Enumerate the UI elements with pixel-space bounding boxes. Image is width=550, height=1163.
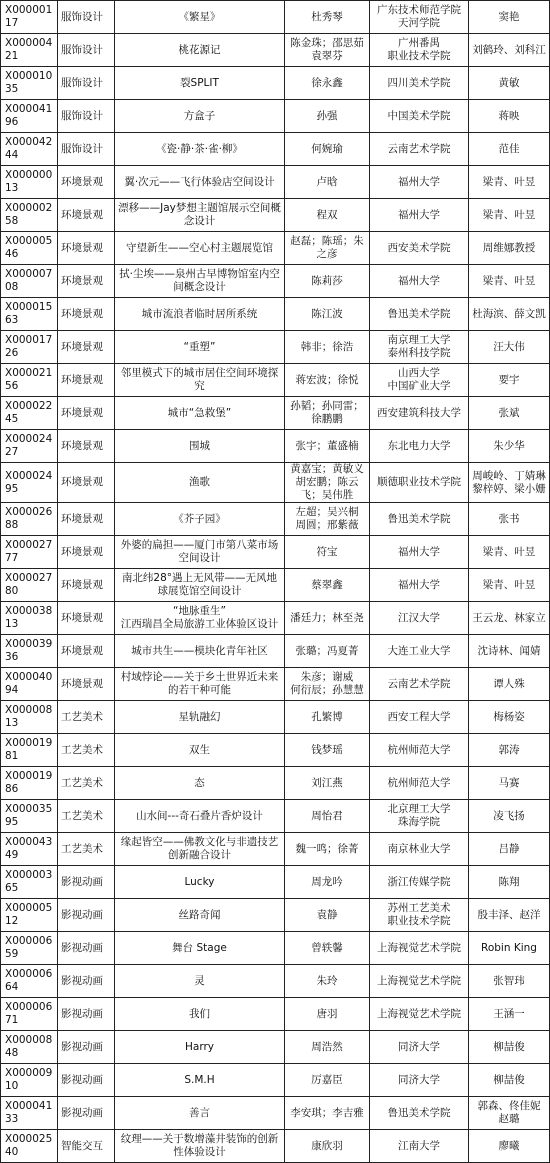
- advisor-cell: 窦艳: [469, 1, 550, 34]
- entry-id-cell: X00000512: [1, 899, 58, 932]
- school-cell: 顺德职业技术学院: [370, 463, 469, 503]
- category-cell: 环境景观: [58, 430, 115, 463]
- table-row: [1, 833, 550, 866]
- entry-id-cell: X00000659: [1, 932, 58, 965]
- table-row: [1, 1031, 550, 1064]
- school-cell: 上海视觉艺术学院: [370, 932, 469, 965]
- author-cell: 韩非；徐浩: [285, 331, 370, 364]
- school-cell: 广州番禺 职业技术学院: [370, 34, 469, 67]
- advisor-cell: 张书: [469, 503, 550, 536]
- work-title-cell: 翼·次元——飞行体验店空间设计: [115, 166, 285, 199]
- advisor-cell: 廖曦: [469, 1130, 550, 1163]
- advisor-cell: 张斌: [469, 397, 550, 430]
- author-cell: 蒋宏波；徐悦: [285, 364, 370, 397]
- table-row: [1, 265, 550, 298]
- author-cell: 陈金珠；邵思茹 袁翠芬: [285, 34, 370, 67]
- table-row: [1, 503, 550, 536]
- table-row: [1, 364, 550, 397]
- school-cell: 苏州工艺美术 职业技术学院: [370, 899, 469, 932]
- entry-id-cell: X00001986: [1, 767, 58, 800]
- entry-id-cell: X00000848: [1, 1031, 58, 1064]
- author-cell: 钱梦瑶: [285, 734, 370, 767]
- school-cell: 西安美术学院: [370, 232, 469, 265]
- category-cell: 工艺美术: [58, 800, 115, 833]
- school-cell: 杭州师范大学: [370, 767, 469, 800]
- school-cell: 中国美术学院: [370, 100, 469, 133]
- author-cell: 朱彦；谢威 何衍辰；孙慧慧: [285, 668, 370, 701]
- category-cell: 环境景观: [58, 503, 115, 536]
- table-row: [1, 1, 550, 34]
- category-cell: 影视动画: [58, 1064, 115, 1097]
- work-title-cell: 桃花源记: [115, 34, 285, 67]
- table-row: [1, 635, 550, 668]
- school-cell: 同济大学: [370, 1064, 469, 1097]
- table-row: [1, 767, 550, 800]
- work-title-cell: 外婆的扁担——厦门市第八菜市场空间设计: [115, 536, 285, 569]
- work-title-cell: 《瓷·静·茶·雀·柳》: [115, 133, 285, 166]
- table-row: [1, 1064, 550, 1097]
- table-row: [1, 298, 550, 331]
- author-cell: 孙韬；孙同雷；徐鹏鹏: [285, 397, 370, 430]
- author-cell: 袁静: [285, 899, 370, 932]
- work-title-cell: 态: [115, 767, 285, 800]
- author-cell: 周怡君: [285, 800, 370, 833]
- work-title-cell: 星轨融幻: [115, 701, 285, 734]
- table-row: [1, 668, 550, 701]
- entry-id-cell: X00000117: [1, 1, 58, 34]
- table-row: [1, 1130, 550, 1163]
- school-cell: 浙江传媒学院: [370, 866, 469, 899]
- school-cell: 福州大学: [370, 199, 469, 232]
- category-cell: 环境景观: [58, 199, 115, 232]
- work-title-cell: 纹理——关于数增藻井装饰的创新性体验设计: [115, 1130, 285, 1163]
- author-cell: 张宇；董盛楠: [285, 430, 370, 463]
- advisor-cell: 梁青、叶昱: [469, 199, 550, 232]
- entry-id-cell: X00000708: [1, 265, 58, 298]
- author-cell: 黄嘉宝；黄敏义 胡宏鹏；陈云飞；吴伟胜: [285, 463, 370, 503]
- table-row: [1, 463, 550, 503]
- category-cell: 服饰设计: [58, 34, 115, 67]
- table-row: [1, 569, 550, 602]
- author-cell: 周浩然: [285, 1031, 370, 1064]
- work-title-cell: 舞台 Stage: [115, 932, 285, 965]
- work-title-cell: 丝路奇闻: [115, 899, 285, 932]
- entry-id-cell: X00003813: [1, 602, 58, 635]
- school-cell: 福州大学: [370, 536, 469, 569]
- school-cell: 南京理工大学 泰州科技学院: [370, 331, 469, 364]
- advisor-cell: 凌飞扬: [469, 800, 550, 833]
- advisor-cell: 王云龙、林家立: [469, 602, 550, 635]
- school-cell: 广东技术师范学院 天河学院: [370, 1, 469, 34]
- advisor-cell: 梅杨姿: [469, 701, 550, 734]
- school-cell: 南京林业大学: [370, 833, 469, 866]
- entry-id-cell: X00000664: [1, 965, 58, 998]
- advisor-cell: 梁青、叶昱: [469, 166, 550, 199]
- entry-id-cell: X00004196: [1, 100, 58, 133]
- author-cell: 蔡翠鑫: [285, 569, 370, 602]
- category-cell: 工艺美术: [58, 767, 115, 800]
- advisor-cell: 殷丰泽、赵洋: [469, 899, 550, 932]
- advisor-cell: 柳喆俊: [469, 1031, 550, 1064]
- table-row: [1, 166, 550, 199]
- author-cell: 李安琪；李吉雅: [285, 1097, 370, 1130]
- table-row: [1, 701, 550, 734]
- advisor-cell: 马赛: [469, 767, 550, 800]
- school-cell: 西安建筑科技大学: [370, 397, 469, 430]
- author-cell: 潘廷力；林至尧: [285, 602, 370, 635]
- advisor-cell: Robin King: [469, 932, 550, 965]
- author-cell: 赵磊；陈瑶；朱之彦: [285, 232, 370, 265]
- entry-id-cell: X00002245: [1, 397, 58, 430]
- entry-id-cell: X00002427: [1, 430, 58, 463]
- category-cell: 影视动画: [58, 1097, 115, 1130]
- table-row: [1, 965, 550, 998]
- author-cell: 徐永鑫: [285, 67, 370, 100]
- advisor-cell: 梁青、叶昱: [469, 265, 550, 298]
- advisor-cell: 谭人殊: [469, 668, 550, 701]
- category-cell: 影视动画: [58, 965, 115, 998]
- author-cell: 曾轶馨: [285, 932, 370, 965]
- author-cell: 何婉瑜: [285, 133, 370, 166]
- school-cell: 西安工程大学: [370, 701, 469, 734]
- author-cell: 康欣羽: [285, 1130, 370, 1163]
- author-cell: 杜秀琴: [285, 1, 370, 34]
- work-title-cell: Lucky: [115, 866, 285, 899]
- category-cell: 服饰设计: [58, 100, 115, 133]
- work-title-cell: 灵: [115, 965, 285, 998]
- entry-id-cell: X00000813: [1, 701, 58, 734]
- category-cell: 影视动画: [58, 998, 115, 1031]
- school-cell: 鲁迅美术学院: [370, 503, 469, 536]
- school-cell: 同济大学: [370, 1031, 469, 1064]
- table-row: [1, 34, 550, 67]
- author-cell: 厉嘉臣: [285, 1064, 370, 1097]
- table-row: [1, 899, 550, 932]
- category-cell: 环境景观: [58, 232, 115, 265]
- category-cell: 影视动画: [58, 932, 115, 965]
- work-title-cell: 方盒子: [115, 100, 285, 133]
- category-cell: 环境景观: [58, 166, 115, 199]
- category-cell: 服饰设计: [58, 133, 115, 166]
- category-cell: 环境景观: [58, 397, 115, 430]
- table-row: [1, 734, 550, 767]
- advisor-cell: 要宇: [469, 364, 550, 397]
- work-title-cell: “地脉重生” 江西瑞昌全局旅游工业体验区设计: [115, 602, 285, 635]
- school-cell: 福州大学: [370, 569, 469, 602]
- author-cell: 孙强: [285, 100, 370, 133]
- work-title-cell: 城市流浪者临时居所系统: [115, 298, 285, 331]
- table-row: [1, 199, 550, 232]
- school-cell: 大连工业大学: [370, 635, 469, 668]
- work-title-cell: 我们: [115, 998, 285, 1031]
- category-cell: 影视动画: [58, 1031, 115, 1064]
- entry-id-cell: X00002540: [1, 1130, 58, 1163]
- table-row: [1, 866, 550, 899]
- table-row: [1, 397, 550, 430]
- table-row: [1, 67, 550, 100]
- advisor-cell: 周维娜教授: [469, 232, 550, 265]
- category-cell: 影视动画: [58, 899, 115, 932]
- entry-id-cell: X00000258: [1, 199, 58, 232]
- advisor-cell: 范佳: [469, 133, 550, 166]
- school-cell: 山西大学 中国矿业大学: [370, 364, 469, 397]
- work-title-cell: 缘起皆空——佛教文化与非遗技艺创新融合设计: [115, 833, 285, 866]
- category-cell: 工艺美术: [58, 734, 115, 767]
- table-row: [1, 932, 550, 965]
- entry-id-cell: X00004244: [1, 133, 58, 166]
- advisor-cell: 沈诗林、闻婧: [469, 635, 550, 668]
- advisor-cell: 刘鹤玲、刘科江: [469, 34, 550, 67]
- work-title-cell: Harry: [115, 1031, 285, 1064]
- table-row: [1, 800, 550, 833]
- work-title-cell: 围城: [115, 430, 285, 463]
- advisor-cell: 陈翔: [469, 866, 550, 899]
- advisor-cell: 张智玮: [469, 965, 550, 998]
- work-title-cell: 善言: [115, 1097, 285, 1130]
- category-cell: 环境景观: [58, 331, 115, 364]
- work-title-cell: 村域悖论——关于乡土世界近未来的若干种可能: [115, 668, 285, 701]
- advisor-cell: 梁青、叶昱: [469, 536, 550, 569]
- entry-id-cell: X00000365: [1, 866, 58, 899]
- entry-id-cell: X00000013: [1, 166, 58, 199]
- work-title-cell: 南北纬28°遇上无风带——无风地球展览馆空间设计: [115, 569, 285, 602]
- work-title-cell: 邻里模式下的城市居住空间环境探究: [115, 364, 285, 397]
- table-row: [1, 133, 550, 166]
- work-title-cell: 渔歌: [115, 463, 285, 503]
- advisor-cell: 杜海滨、薛文凯: [469, 298, 550, 331]
- advisor-cell: 黄敏: [469, 67, 550, 100]
- work-title-cell: 《芥子园》: [115, 503, 285, 536]
- category-cell: 服饰设计: [58, 1, 115, 34]
- entry-id-cell: X00001981: [1, 734, 58, 767]
- category-cell: 环境景观: [58, 265, 115, 298]
- advisor-cell: 梁青、叶昱: [469, 569, 550, 602]
- author-cell: 魏一鸣；徐菁: [285, 833, 370, 866]
- entry-id-cell: X00002156: [1, 364, 58, 397]
- advisor-cell: 柳喆俊: [469, 1064, 550, 1097]
- school-cell: 福州大学: [370, 166, 469, 199]
- entry-id-cell: X00004094: [1, 668, 58, 701]
- category-cell: 环境景观: [58, 569, 115, 602]
- entry-id-cell: X00002495: [1, 463, 58, 503]
- category-cell: 智能交互: [58, 1130, 115, 1163]
- school-cell: 江南大学: [370, 1130, 469, 1163]
- school-cell: 鲁迅美术学院: [370, 1097, 469, 1130]
- author-cell: 刘江燕: [285, 767, 370, 800]
- school-cell: 云南艺术学院: [370, 668, 469, 701]
- advisor-cell: 周峻岭、丁婧琳 黎梓婷、梁小姗: [469, 463, 550, 503]
- entry-id-cell: X00001726: [1, 331, 58, 364]
- table-row: [1, 998, 550, 1031]
- category-cell: 环境景观: [58, 298, 115, 331]
- author-cell: 陈莉莎: [285, 265, 370, 298]
- category-cell: 服饰设计: [58, 67, 115, 100]
- category-cell: 环境景观: [58, 536, 115, 569]
- school-cell: 四川美术学院: [370, 67, 469, 100]
- school-cell: 鲁迅美术学院: [370, 298, 469, 331]
- entry-id-cell: X00003936: [1, 635, 58, 668]
- work-title-cell: 山水间---奇石叠片香炉设计: [115, 800, 285, 833]
- table-row: [1, 1097, 550, 1130]
- entry-id-cell: X00002780: [1, 569, 58, 602]
- author-cell: 朱玲: [285, 965, 370, 998]
- category-cell: 工艺美术: [58, 701, 115, 734]
- entry-id-cell: X00004133: [1, 1097, 58, 1130]
- advisor-cell: 汪大伟: [469, 331, 550, 364]
- author-cell: 孔繁博: [285, 701, 370, 734]
- work-title-cell: 《繁星》: [115, 1, 285, 34]
- entry-id-cell: X00000910: [1, 1064, 58, 1097]
- work-title-cell: 城市共生——模块化青年社区: [115, 635, 285, 668]
- author-cell: 程双: [285, 199, 370, 232]
- work-title-cell: “重塑”: [115, 331, 285, 364]
- advisor-cell: 郭森、佟佳妮 赵璐: [469, 1097, 550, 1130]
- author-cell: 周龙吟: [285, 866, 370, 899]
- results-table-body: [1, 1, 550, 1163]
- entry-id-cell: X00001563: [1, 298, 58, 331]
- table-row: [1, 536, 550, 569]
- work-title-cell: 守望新生——空心村主题展览馆: [115, 232, 285, 265]
- author-cell: 唐羽: [285, 998, 370, 1031]
- entry-id-cell: X00001035: [1, 67, 58, 100]
- author-cell: 张璐；冯夏菁: [285, 635, 370, 668]
- author-cell: 陈江波: [285, 298, 370, 331]
- category-cell: 环境景观: [58, 364, 115, 397]
- entry-id-cell: X00000671: [1, 998, 58, 1031]
- entry-id-cell: X00000421: [1, 34, 58, 67]
- work-title-cell: 裂SPLIT: [115, 67, 285, 100]
- entry-id-cell: X00004349: [1, 833, 58, 866]
- advisor-cell: 蒋映: [469, 100, 550, 133]
- author-cell: 符宝: [285, 536, 370, 569]
- table-row: [1, 331, 550, 364]
- school-cell: 福州大学: [370, 265, 469, 298]
- category-cell: 环境景观: [58, 668, 115, 701]
- category-cell: 影视动画: [58, 866, 115, 899]
- author-cell: 卢晗: [285, 166, 370, 199]
- work-title-cell: 城市“急救堡”: [115, 397, 285, 430]
- advisor-cell: 吕静: [469, 833, 550, 866]
- table-row: [1, 430, 550, 463]
- category-cell: 环境景观: [58, 463, 115, 503]
- table-row: [1, 100, 550, 133]
- school-cell: 东北电力大学: [370, 430, 469, 463]
- school-cell: 上海视觉艺术学院: [370, 965, 469, 998]
- author-cell: 左超；吴兴桐 周圆；邢紫薇: [285, 503, 370, 536]
- category-cell: 环境景观: [58, 602, 115, 635]
- advisor-cell: 朱少华: [469, 430, 550, 463]
- advisor-cell: 王涵一: [469, 998, 550, 1031]
- table-row: [1, 602, 550, 635]
- entry-id-cell: X00002777: [1, 536, 58, 569]
- school-cell: 北京理工大学 珠海学院: [370, 800, 469, 833]
- advisor-cell: 郭涛: [469, 734, 550, 767]
- work-title-cell: S.M.H: [115, 1064, 285, 1097]
- school-cell: 上海视觉艺术学院: [370, 998, 469, 1031]
- work-title-cell: 双生: [115, 734, 285, 767]
- table-row: [1, 232, 550, 265]
- category-cell: 环境景观: [58, 635, 115, 668]
- school-cell: 江汉大学: [370, 602, 469, 635]
- category-cell: 工艺美术: [58, 833, 115, 866]
- entry-id-cell: X00003595: [1, 800, 58, 833]
- work-title-cell: 拭·尘埃——泉州古早博物馆室内空间概念设计: [115, 265, 285, 298]
- school-cell: 云南艺术学院: [370, 133, 469, 166]
- school-cell: 杭州师范大学: [370, 734, 469, 767]
- entry-id-cell: X00000546: [1, 232, 58, 265]
- entry-id-cell: X00002688: [1, 503, 58, 536]
- work-title-cell: 漂移——Jay梦想主题馆展示空间概念设计: [115, 199, 285, 232]
